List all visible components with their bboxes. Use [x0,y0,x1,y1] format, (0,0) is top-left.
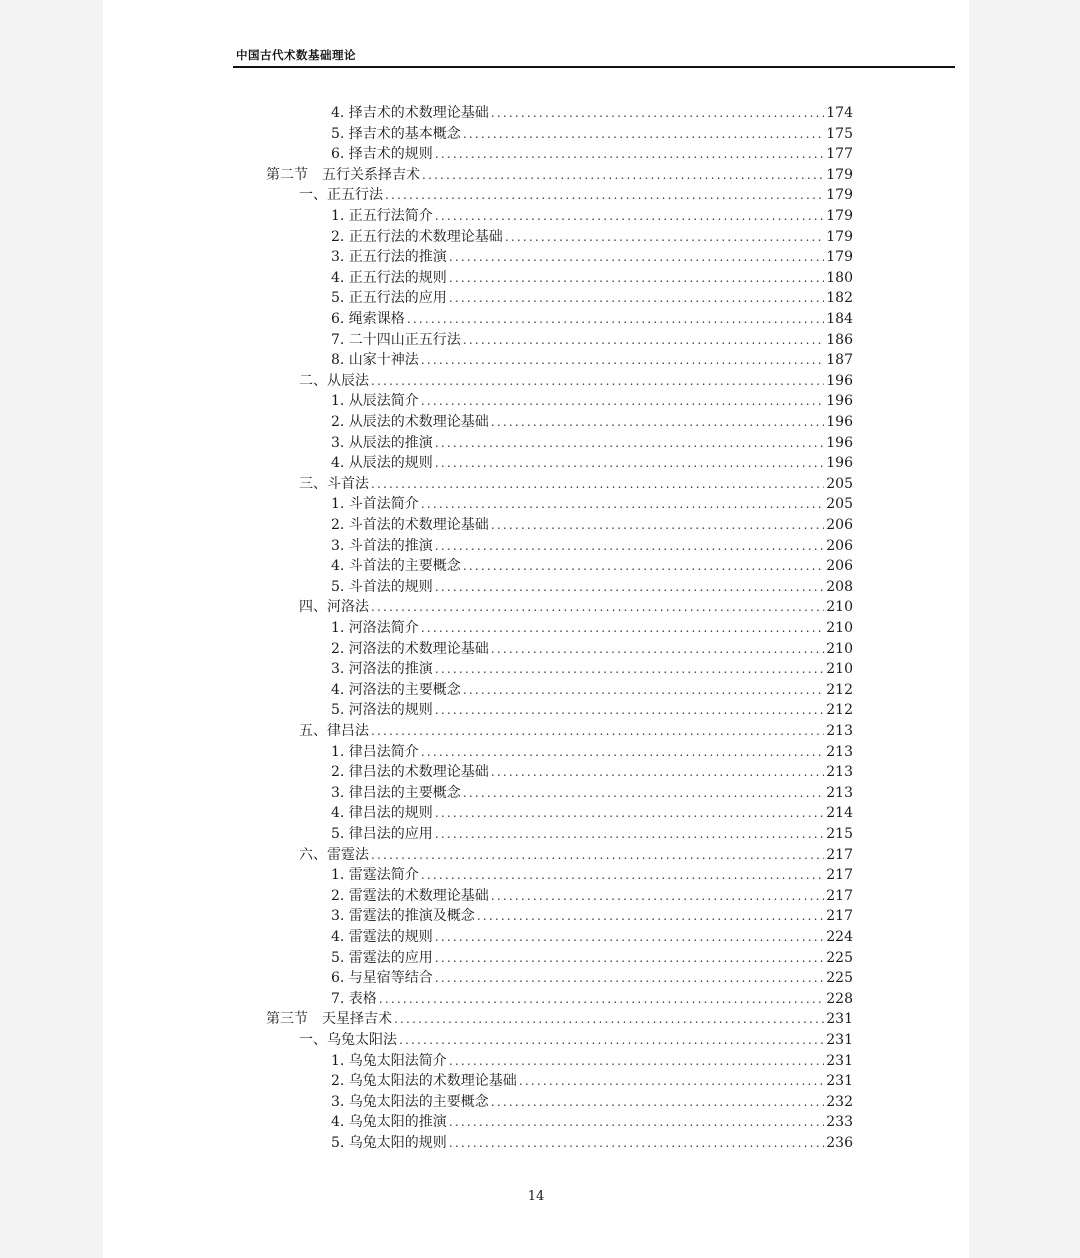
toc-entry-label: 6. 择吉术的规则 [331,146,433,163]
toc-leader-dots [435,700,824,721]
toc-page-number: 187 [826,352,853,369]
toc-leader-dots [435,927,824,948]
toc-item-entry [331,680,853,701]
toc-leader-dots [477,906,824,927]
toc-entry-label: 3. 从辰法的推演 [331,434,433,451]
toc-subsection-entry [299,185,853,206]
toc-leader-dots [421,618,824,639]
toc-item-entry [331,124,853,145]
toc-entry-label: 1. 从辰法简介 [331,393,419,410]
toc-leader-dots [435,803,824,824]
toc-item-entry [331,577,853,598]
toc-page-number: 213 [826,723,853,739]
toc-page-number: 196 [826,414,853,430]
toc-item-entry [331,103,853,124]
toc-entry-label [266,165,420,186]
toc-page-number: 179 [826,228,853,245]
toc-entry-label: 一、乌兔太阳法 [299,1032,397,1048]
toc-item-entry [331,865,853,886]
toc-leader-dots [435,948,824,969]
toc-item-entry [331,639,853,660]
toc-page-number: 217 [826,908,853,925]
toc-entry-label [266,1009,392,1030]
toc-leader-dots [421,391,824,412]
toc-entry-label: 4. 择吉术的术数理论基础 [331,105,489,121]
toc-entry-label: 1. 乌兔太阳法简介 [331,1052,447,1069]
toc-entry-label: 2. 雷霆法的术数理论基础 [331,887,489,904]
toc-page-number: 212 [826,681,853,698]
toc-leader-dots [463,680,824,701]
toc-entry-label: 5. 律吕法的应用 [331,826,433,842]
toc-leader-dots [435,433,824,454]
toc-page-number: 196 [826,393,853,410]
running-header: 中国古代术数基础理论 [236,48,356,62]
toc-page-number: 206 [826,537,853,554]
toc-page-number: 186 [826,331,853,348]
toc-leader-dots [422,165,824,186]
toc-page-number: 179 [826,249,853,266]
toc-entry-label: 三、斗首法 [299,475,369,492]
toc-page-number: 196 [826,434,853,451]
toc-entry-label: 3. 律吕法的主要概念 [331,784,461,801]
toc-entry-label: 2. 正五行法的术数理论基础 [331,228,503,245]
toc-entry-label: 3. 斗首法的推演 [331,537,433,554]
toc-entry-label: 5. 择吉术的基本概念 [331,125,461,142]
toc-item-entry [331,1133,853,1154]
header-rule [233,66,955,68]
toc-subsection-entry [299,474,853,495]
toc-leader-dots [385,185,824,206]
toc-leader-dots [399,1030,824,1051]
toc-item-entry [331,330,853,351]
toc-entry-label: 8. 山家十神法 [331,352,419,369]
toc-item-entry [331,350,853,371]
toc-item-entry [331,556,853,577]
toc-item-entry [331,742,853,763]
toc-item-entry [331,968,853,989]
toc-page-number: 232 [826,1093,853,1110]
toc-leader-dots [491,639,824,660]
toc-item-entry [331,247,853,268]
toc-entry-label: 一、正五行法 [299,187,383,204]
toc-item-entry [331,206,853,227]
toc-leader-dots [421,865,824,886]
toc-item-entry [331,1051,853,1072]
toc-leader-dots [491,886,824,907]
toc-page-number: 180 [826,269,853,286]
toc-leader-dots [463,556,824,577]
toc-leader-dots [463,783,824,804]
toc-entry-label: 5. 雷霆法的应用 [331,949,433,966]
toc-page-number: 225 [826,949,853,966]
toc-entry-label: 5. 正五行法的应用 [331,290,447,307]
toc-subsection-entry [299,845,853,866]
toc-page-number: 224 [826,929,853,945]
toc-page-number: 210 [826,640,853,657]
toc-entry-label: 四、河洛法 [299,599,369,616]
toc-page-number: 196 [826,372,853,389]
toc-entry-label: 6. 绳索课格 [331,311,405,327]
toc-page-number: 213 [826,784,853,801]
toc-item-entry [331,309,853,330]
toc-entry-label: 4. 从辰法的规则 [331,455,433,472]
toc-page-number: 210 [826,661,853,678]
toc-leader-dots [505,227,824,248]
toc-subsection-entry [299,721,853,742]
toc-page-number: 182 [826,290,853,307]
toc-page-number: 213 [826,764,853,781]
toc-page-number: 174 [826,105,853,121]
toc-leader-dots [463,330,824,351]
toc-page-number: 184 [826,311,853,327]
toc-page-number: 175 [826,125,853,142]
toc-entry-label: 1. 斗首法简介 [331,496,419,513]
toc-leader-dots [449,247,824,268]
toc-leader-dots [371,845,824,866]
toc-page-number: 231 [826,1052,853,1069]
toc-page-number: 236 [826,1135,853,1151]
toc-section-entry [266,165,853,186]
toc-entry-label: 六、雷霆法 [299,846,369,863]
toc-page-number: 217 [826,867,853,884]
toc-page-number: 231 [826,1073,853,1090]
toc-item-entry [331,618,853,639]
toc-page-number: 206 [826,517,853,533]
toc-item-entry [331,989,853,1010]
page-number: 14 [527,1189,545,1204]
toc-entry-label: 4. 河洛法的主要概念 [331,681,461,698]
toc-leader-dots [491,412,824,433]
toc-item-entry [331,762,853,783]
toc-item-entry [331,886,853,907]
toc-leader-dots [435,453,824,474]
toc-page-number: 208 [826,578,853,595]
toc-page-number: 210 [826,599,853,616]
toc-entry-label: 5. 河洛法的规则 [331,702,433,719]
toc-item-entry [331,515,853,536]
toc-leader-dots [407,309,824,330]
toc-page-number: 196 [826,455,853,472]
toc-page-number: 231 [826,1011,853,1028]
toc-leader-dots [371,721,824,742]
toc-item-entry [331,803,853,824]
toc-item-entry [331,927,853,948]
toc-leader-dots [371,371,824,392]
toc-item-entry [331,453,853,474]
toc-page-number: 212 [826,702,853,719]
toc-leader-dots [449,1112,824,1133]
toc-leader-dots [379,989,824,1010]
toc-leader-dots [449,268,824,289]
toc-leader-dots [435,577,824,598]
toc-leader-dots [463,124,824,145]
toc-entry-label: 1. 雷霆法简介 [331,867,419,884]
toc-entry-label: 4. 雷霆法的规则 [331,929,433,945]
toc-page-number: 210 [826,620,853,636]
toc-leader-dots [394,1009,824,1030]
toc-page-number: 177 [826,146,853,163]
toc-item-entry [331,824,853,845]
toc-item-entry [331,906,853,927]
toc-subsection-entry [299,1030,853,1051]
toc-entry-label: 二、从辰法 [299,372,369,389]
toc-entry-label: 4. 律吕法的规则 [331,805,433,822]
toc-entry-label: 4. 正五行法的规则 [331,269,447,286]
toc-page-number: 205 [826,496,853,513]
toc-item-entry [331,659,853,680]
toc-section-number: 第三节 [266,1011,308,1028]
toc-leader-dots [435,144,824,165]
toc-page-number: 205 [826,475,853,492]
toc-section-title: 天星择吉术 [322,1011,392,1028]
toc-leader-dots [435,659,824,680]
toc-page-number: 215 [826,826,853,842]
toc-leader-dots [519,1071,824,1092]
toc-subsection-entry [299,597,853,618]
toc-item-entry [331,412,853,433]
toc-item-entry [331,1071,853,1092]
toc-page-number: 179 [826,208,853,224]
toc-entry-label: 3. 雷霆法的推演及概念 [331,908,475,925]
toc-entry-label: 2. 斗首法的术数理论基础 [331,517,489,533]
toc-item-entry [331,783,853,804]
toc-page-number: 225 [826,970,853,987]
toc-page-number: 217 [826,887,853,904]
toc-item-entry [331,433,853,454]
toc-entry-label: 五、律吕法 [299,723,369,739]
toc-section-entry [266,1009,853,1030]
toc-leader-dots [371,597,824,618]
toc-entry-label: 3. 河洛法的推演 [331,661,433,678]
toc-entry-label: 1. 河洛法简介 [331,620,419,636]
toc-entry-label: 5. 乌兔太阳的规则 [331,1135,447,1151]
toc-section-number: 第二节 [266,166,308,183]
toc-page-number: 231 [826,1032,853,1048]
toc-item-entry [331,227,853,248]
toc-item-entry [331,700,853,721]
toc-item-entry [331,948,853,969]
toc-leader-dots [491,103,824,124]
book-page [103,0,969,1258]
toc-entry-label: 1. 律吕法简介 [331,743,419,760]
toc-entry-label: 3. 正五行法的推演 [331,249,447,266]
toc-entry-label: 1. 正五行法简介 [331,208,433,224]
toc-item-entry [331,288,853,309]
toc-section-title: 五行关系择吉术 [322,166,420,183]
toc-leader-dots [491,515,824,536]
toc-leader-dots [421,350,824,371]
toc-item-entry [331,1092,853,1113]
toc-subsection-entry [299,371,853,392]
toc-entry-label: 2. 河洛法的术数理论基础 [331,640,489,657]
toc-entry-label: 6. 与星宿等结合 [331,970,433,987]
toc-leader-dots [435,536,824,557]
toc-entry-label: 4. 斗首法的主要概念 [331,558,461,575]
toc-entry-label: 2. 律吕法的术数理论基础 [331,764,489,781]
toc-entry-label: 7. 二十四山正五行法 [331,331,461,348]
toc-entry-label: 2. 乌兔太阳法的术数理论基础 [331,1073,517,1090]
toc-page-number: 179 [826,187,853,204]
toc-item-entry [331,391,853,412]
toc-leader-dots [421,494,824,515]
toc-leader-dots [449,1133,824,1154]
toc-item-entry [331,1112,853,1133]
toc-entry-label: 2. 从辰法的术数理论基础 [331,414,489,430]
toc-item-entry [331,268,853,289]
toc-leader-dots [421,742,824,763]
toc-entry-label: 4. 乌兔太阳的推演 [331,1114,447,1131]
toc-page-number: 228 [826,990,853,1007]
toc-item-entry [331,494,853,515]
toc-leader-dots [435,968,824,989]
toc-leader-dots [435,206,824,227]
toc-leader-dots [435,824,824,845]
toc-page-number: 233 [826,1114,853,1131]
toc-entry-label: 3. 乌兔太阳法的主要概念 [331,1093,489,1110]
toc-item-entry [331,144,853,165]
toc-page-number: 214 [826,805,853,822]
toc-item-entry [331,536,853,557]
toc-page-number: 217 [826,846,853,863]
toc-entry-label: 7. 表格 [331,990,377,1007]
toc-entry-label: 5. 斗首法的规则 [331,578,433,595]
toc-leader-dots [449,1051,824,1072]
toc-page-number: 213 [826,743,853,760]
toc-leader-dots [449,288,824,309]
toc-page-number: 179 [826,166,853,183]
toc-leader-dots [371,474,824,495]
toc-leader-dots [491,1092,824,1113]
toc-page-number: 206 [826,558,853,575]
toc-leader-dots [491,762,824,783]
